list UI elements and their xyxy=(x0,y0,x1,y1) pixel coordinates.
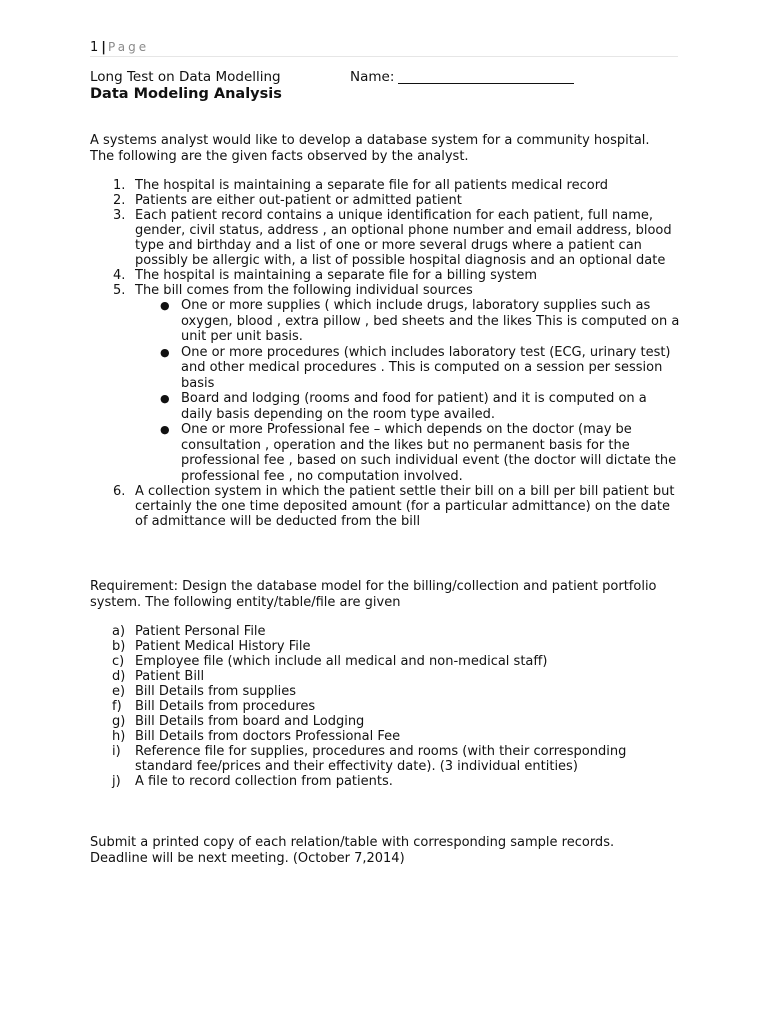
closing-line: Submit a printed copy of each relation/table with corresponding sample records. xyxy=(90,835,615,850)
fact-number: 6. xyxy=(113,484,126,499)
fact-text: Each patient record contains a unique identification for each patient, full name, gender, civil status, address , an optional phone number and email address, blood type and birthday and a list of one or more several drugs where a patient can possibly be allergic with, a list of possible hospital diagnosis and an optional date xyxy=(135,208,672,268)
fact-number: 1. xyxy=(113,178,126,193)
source-text: Board and lodging (rooms and food for patient) and it is computed on a daily basis depending on the room type availed. xyxy=(181,391,647,422)
entity-text: Reference file for supplies, procedures and rooms (with their corresponding standard fee/prices and their effectivity date). (3 individual entities) xyxy=(135,744,627,774)
page-separator: | xyxy=(101,40,107,55)
entity-item xyxy=(90,684,680,699)
entity-text: Bill Details from board and Lodging xyxy=(135,714,365,729)
entity-letter: i) xyxy=(112,744,121,759)
facts-list xyxy=(90,178,680,529)
bullet-icon: ● xyxy=(160,423,170,436)
entity-text: Employee file (which include all medical and non-medical staff) xyxy=(135,654,548,669)
entity-letter: h) xyxy=(112,729,126,744)
source-item xyxy=(135,298,680,345)
entity-item xyxy=(90,729,680,744)
page-number: 1 xyxy=(90,40,99,55)
fact-text: A collection system in which the patient settle their bill on a bill per bill patient but certainly the one time deposited amount (for a particular admittance) on the date of admittance will be deducted from the bill xyxy=(135,484,675,529)
entity-letter: d) xyxy=(112,669,126,684)
entity-item xyxy=(90,774,680,789)
fact-item xyxy=(90,484,680,529)
fact-number: 3. xyxy=(113,208,126,223)
fact-number: 4. xyxy=(113,268,126,283)
entity-letter: c) xyxy=(112,654,125,669)
entity-item xyxy=(90,714,680,729)
entity-text: A file to record collection from patients. xyxy=(135,774,393,789)
fact-text: Patients are either out-patient or admitted patient xyxy=(135,193,462,208)
requirement-line: system. The following entity/table/file are given xyxy=(90,595,401,610)
entity-item xyxy=(90,624,680,639)
entity-letter: g) xyxy=(112,714,126,729)
source-item xyxy=(135,391,680,422)
entity-item xyxy=(90,744,680,774)
entity-item xyxy=(90,699,680,714)
sources-list xyxy=(135,298,680,484)
intro-line: The following are the given facts observed by the analyst. xyxy=(90,149,469,164)
requirement-line: Requirement: Design the database model for the billing/collection and patient portfolio xyxy=(90,579,657,594)
title-row xyxy=(90,69,690,86)
source-item xyxy=(135,422,680,484)
bullet-icon: ● xyxy=(160,345,170,359)
closing-line: Deadline will be next meeting. (October 7,2014) xyxy=(90,851,405,866)
source-text: One or more Professional fee – which depends on the doctor (may be consultation , operation and the likes but no permanent basis for the professional fee , based on such individual event (the doctor will dictate the professional fee , no computation involved. xyxy=(181,422,677,484)
test-title: Long Test on Data Modelling xyxy=(90,69,281,85)
fact-item xyxy=(90,283,680,484)
entity-letter: b) xyxy=(112,639,126,654)
fact-number: 2. xyxy=(113,193,126,208)
bullet-icon: ● xyxy=(160,392,170,405)
source-text: One or more supplies ( which include drugs, laboratory supplies such as oxygen, blood , extra pillow , bed sheets and the likes This is computed on a unit per unit basis. xyxy=(181,298,680,344)
entity-letter: j) xyxy=(112,774,121,789)
entity-letter: a) xyxy=(112,624,126,639)
page-header xyxy=(90,38,678,57)
fact-item xyxy=(90,178,680,193)
intro-paragraph xyxy=(90,133,680,165)
fact-text: The hospital is maintaining a separate file for a billing system xyxy=(135,268,538,283)
entities-list xyxy=(90,624,680,789)
fact-number: 5. xyxy=(113,283,126,298)
entity-text: Bill Details from doctors Professional Fee xyxy=(135,729,401,744)
fact-item xyxy=(90,193,680,208)
name-label: Name: xyxy=(350,69,395,85)
entity-text: Patient Personal File xyxy=(135,624,266,639)
bullet-icon: ● xyxy=(160,299,170,312)
intro-line: A systems analyst would like to develop a database system for a community hospital. xyxy=(90,133,650,148)
closing-paragraph xyxy=(90,835,690,867)
name-blank-line xyxy=(398,83,574,84)
requirement-paragraph xyxy=(90,579,690,611)
page-word: Page xyxy=(108,40,150,54)
entity-item xyxy=(90,669,680,684)
fact-item xyxy=(90,208,680,268)
entity-letter: f) xyxy=(112,699,122,714)
document-heading: Data Modeling Analysis xyxy=(90,86,282,102)
fact-text: The bill comes from the following individual sources xyxy=(135,283,473,298)
fact-text: The hospital is maintaining a separate file for all patients medical record xyxy=(135,178,609,193)
entity-text: Bill Details from supplies xyxy=(135,684,296,699)
entity-text: Patient Bill xyxy=(135,669,205,684)
source-text: One or more procedures (which includes laboratory test (ECG, urinary test) and other medical procedures . This is computed on a session per session basis xyxy=(181,344,671,391)
entity-letter: e) xyxy=(112,684,126,699)
entity-text: Patient Medical History File xyxy=(135,639,311,654)
entity-text: Bill Details from procedures xyxy=(135,699,316,714)
entity-item xyxy=(90,639,680,654)
entity-item xyxy=(90,654,680,669)
fact-item xyxy=(90,268,680,283)
source-item xyxy=(135,345,680,392)
